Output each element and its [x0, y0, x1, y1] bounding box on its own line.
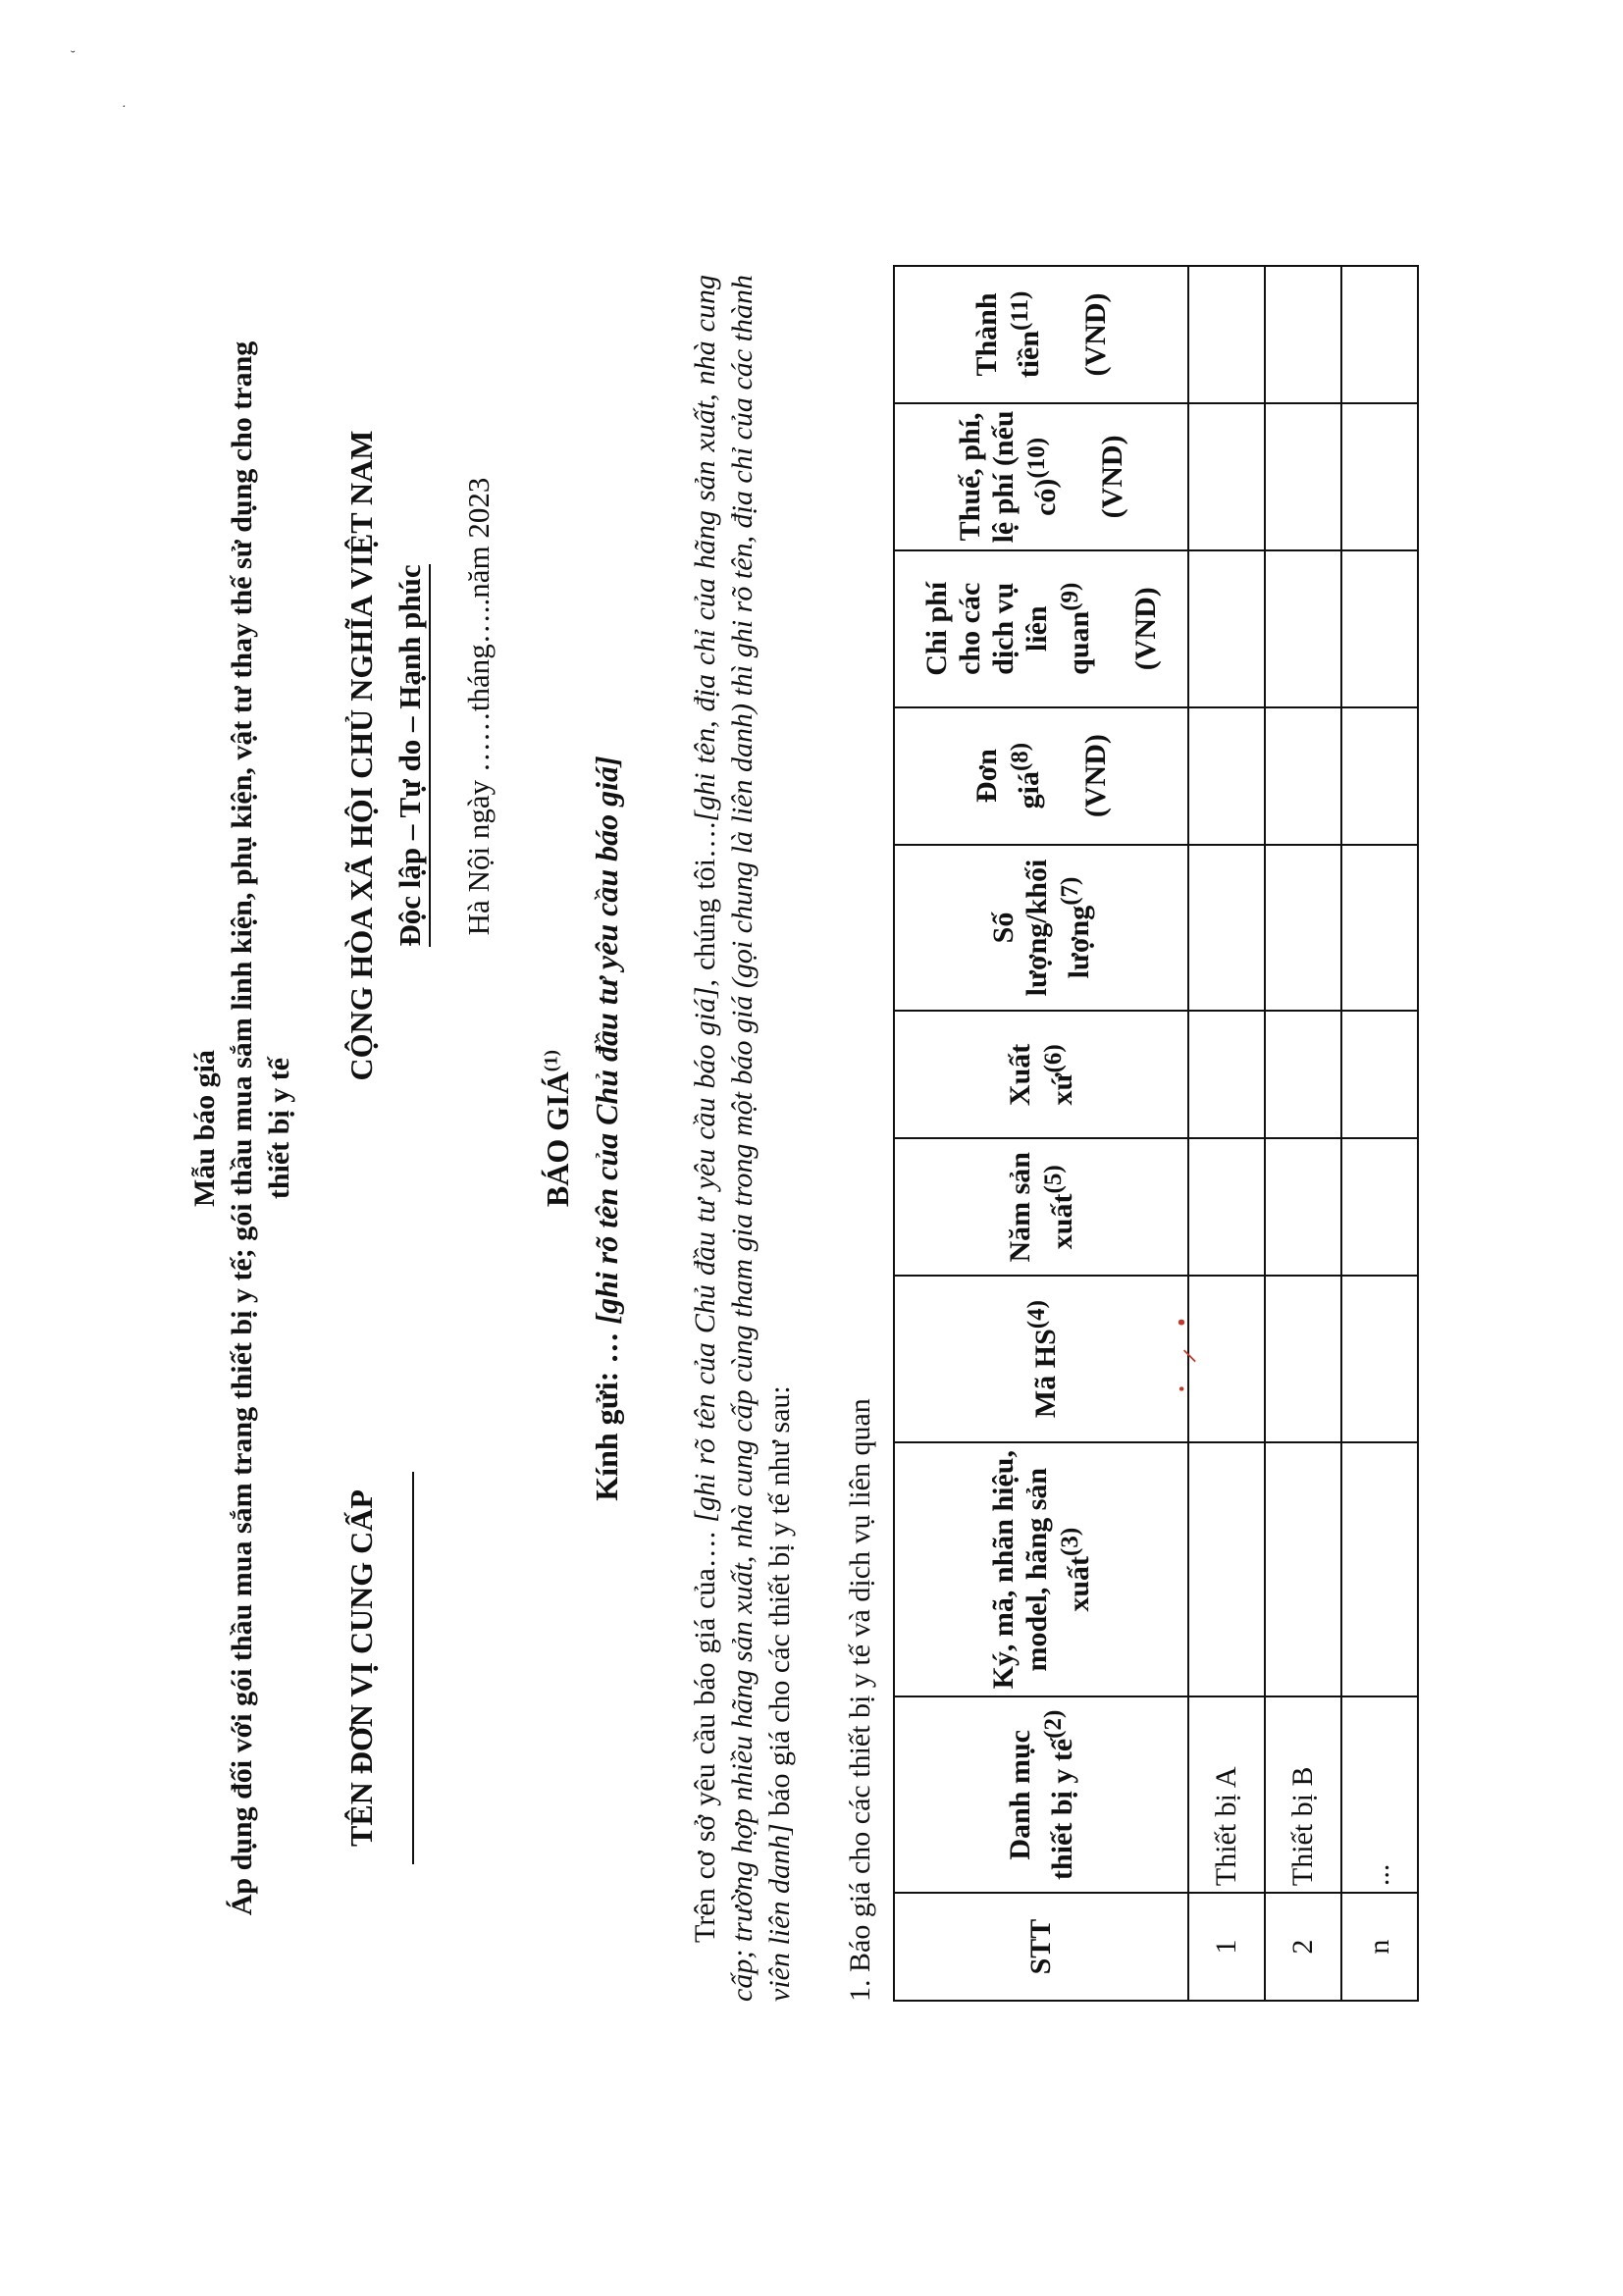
header-note: (5) — [1039, 1165, 1067, 1194]
header-origin — [894, 1011, 1188, 1138]
header-unit: (VND) — [1078, 292, 1112, 377]
empty-cell — [1341, 1011, 1418, 1138]
applicability-line-2: thiết bị y tế — [263, 1057, 295, 1200]
header-device-list — [894, 1696, 1188, 1893]
form-title: Mẫu báo giá — [188, 1049, 221, 1208]
empty-cell — [1341, 707, 1418, 845]
empty-cell — [1265, 1442, 1341, 1697]
header-unit: (VND) — [1095, 435, 1128, 519]
header-stt — [894, 1893, 1188, 2001]
header-note: (2) — [1039, 1709, 1067, 1739]
table-row — [1188, 266, 1265, 2001]
scan-speck: · — [122, 100, 127, 115]
header-unit: (VND) — [1078, 734, 1112, 818]
national-motto — [393, 314, 428, 1197]
recipient-value: [ghi rõ tên của Chủ đầu tư yêu cầu báo giá] — [589, 756, 624, 1325]
intro-part-4: [ghi tên, địa chỉ của hãng sản xuất, nhà cung cấp; trường hợp nhiều hãng sản xuất, nhà cung cấp cùng tham gia trong một báo giá (gọi chung là liên danh) thì ghi rõ tên, địa chỉ của các thành viên liên danh] — [689, 275, 796, 2002]
header-hs-code — [894, 1276, 1188, 1442]
section-1-heading: 1. Báo giá cho các thiết bị y tế và dịch vụ liên quan — [844, 1398, 876, 2002]
row-device-name: ... — [1341, 1696, 1418, 1893]
signature-underline — [412, 1472, 414, 1864]
header-taxes-fees — [894, 403, 1188, 550]
empty-cell — [1188, 1011, 1265, 1138]
header-note: (9) — [1056, 582, 1083, 611]
row-device-name: Thiết bị B — [1265, 1696, 1341, 1893]
header-unit-price — [894, 707, 1188, 845]
empty-cell — [1188, 1442, 1265, 1697]
header-text: Thuế, phí, lệ phí (nếu có) — [953, 410, 1062, 544]
intro-part-2: [ghi rõ tên của Chủ đầu tư yêu cầu báo giá] — [689, 986, 721, 1523]
header-note: (11) — [1006, 290, 1033, 331]
header-manufacture-year — [894, 1138, 1188, 1276]
form-header — [186, 196, 298, 2061]
header-note: (4) — [1022, 1300, 1050, 1330]
empty-cell — [1265, 550, 1341, 707]
header-text: Danh mục thiết bị y tế — [1003, 1730, 1078, 1880]
empty-cell — [1188, 403, 1265, 550]
empty-cell — [1188, 266, 1265, 403]
row-stt: 2 — [1265, 1893, 1341, 2001]
empty-cell — [1341, 1138, 1418, 1276]
header-note: (8) — [1006, 742, 1033, 772]
rotated-document — [79, 196, 1472, 2061]
header-total — [894, 266, 1188, 403]
header-text: Năm sản xuất — [1003, 1152, 1078, 1263]
empty-cell — [1265, 845, 1341, 1012]
intro-part-3: , chúng tôi…. — [689, 821, 721, 987]
empty-cell — [1188, 550, 1265, 707]
recipient-line — [589, 196, 625, 2061]
scan-speck: ˘ — [71, 49, 76, 64]
empty-cell — [1265, 403, 1341, 550]
header-quantity — [894, 845, 1188, 1012]
empty-cell — [1188, 845, 1265, 1012]
header-text: Thành tiền — [969, 292, 1045, 379]
header-note: (10) — [1022, 437, 1050, 479]
header-text: Số lượng/khối lượng — [986, 859, 1095, 997]
header-unit: (VND) — [1128, 587, 1162, 671]
empty-cell — [1265, 707, 1341, 845]
empty-cell — [1265, 1276, 1341, 1442]
table-header-row — [894, 266, 1188, 2001]
applicability-line-1: Áp dụng đối với gói thầu mua sắm trang thiết bị y tế; gói thầu mua sắm linh kiện, phụ kiện, vật tư thay thế sử dụng cho trang — [226, 340, 258, 1916]
table-row — [1265, 266, 1341, 2001]
footnote-ref: (1) — [541, 1049, 562, 1072]
empty-cell — [1341, 1276, 1418, 1442]
header-note: (3) — [1056, 1527, 1083, 1556]
national-title: CỘNG HÒA XÃ HỘI CHỦ NGHĨA VIỆT NAM — [343, 430, 379, 1081]
place-date: Hà Nội ngày ……tháng…..năm 2023 — [461, 477, 496, 936]
empty-cell — [1265, 1138, 1341, 1276]
quotation-table — [893, 265, 1419, 2002]
header-text: Mã HS — [1028, 1329, 1062, 1419]
empty-cell — [1188, 1138, 1265, 1276]
header-note: (7) — [1056, 876, 1083, 906]
empty-cell — [1265, 1011, 1341, 1138]
red-ink-mark: ⸱ ⸝ ꞏ — [1165, 1311, 1201, 1393]
header-text: Xuất xứ — [1003, 1043, 1078, 1107]
intro-part-1: Trên cơ sở yêu cầu báo giá của…. — [689, 1531, 721, 1943]
supplier-unit-name: TÊN ĐƠN VỊ CUNG CẤP — [343, 1489, 379, 1847]
empty-cell — [1341, 845, 1418, 1012]
row-stt: n — [1341, 1893, 1418, 2001]
empty-cell — [1341, 403, 1418, 550]
empty-cell — [1265, 266, 1341, 403]
header-stt-text: STT — [1024, 1918, 1057, 1975]
document-title — [540, 196, 576, 2061]
document-title-text: BÁO GIÁ — [540, 1071, 575, 1208]
motto-text: Độc lập – Tự do – Hạnh phúc — [393, 564, 431, 946]
empty-cell — [1341, 1442, 1418, 1697]
header-note: (6) — [1039, 1044, 1067, 1073]
header-service-cost — [894, 550, 1188, 707]
empty-cell — [1341, 550, 1418, 707]
header-text: Đơn giá — [969, 749, 1045, 809]
intro-part-5: báo giá cho các thiết bị y tế như sau: — [763, 1385, 796, 1824]
header-text: Ký, mã, nhãn hiệu, model, hãng sản xuất — [986, 1450, 1095, 1690]
empty-cell — [1188, 707, 1265, 845]
empty-cell — [1341, 266, 1418, 403]
row-stt: 1 — [1188, 1893, 1265, 2001]
header-text: Chi phí cho các dịch vụ liên quan — [919, 581, 1095, 676]
recipient-label: Kính gửi: … — [589, 1331, 624, 1501]
row-device-name: Thiết bị A — [1188, 1696, 1265, 1893]
table-row — [1341, 266, 1418, 2001]
header-brand-model — [894, 1442, 1188, 1697]
intro-paragraph — [687, 275, 799, 2002]
